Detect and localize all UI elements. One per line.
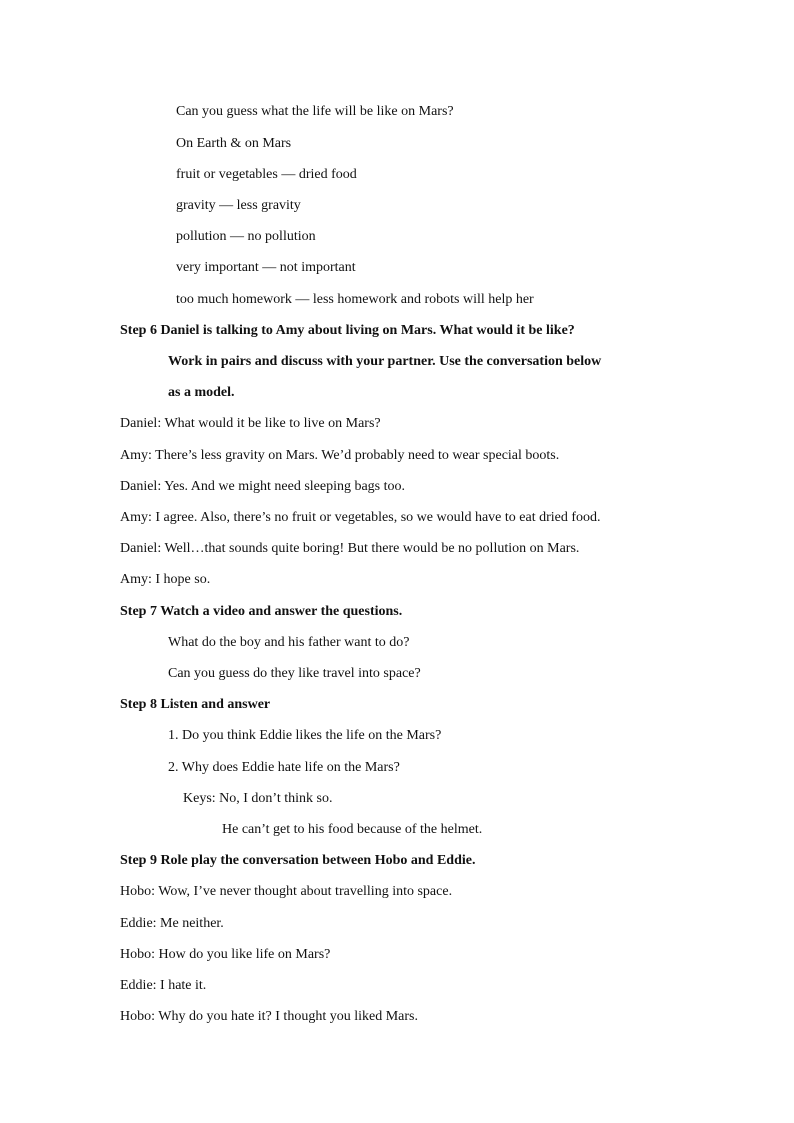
step8-question: 2. Why does Eddie hate life on the Mars? — [168, 760, 400, 775]
step7-heading: Step 7 Watch a video and answer the questions. — [120, 604, 403, 619]
step8-keys-cont: He can’t get to his food because of the helmet. — [222, 822, 483, 837]
dialogue-line: Amy: There’s less gravity on Mars. We’d probably need to wear special boots. — [120, 448, 560, 463]
dialogue-line: Amy: I agree. Also, there’s no fruit or vegetables, so we would have to eat dried food. — [120, 510, 601, 525]
step8-heading: Step 8 Listen and answer — [120, 697, 271, 712]
dialogue-line: Eddie: I hate it. — [120, 978, 207, 993]
comparison-item: fruit or vegetables — dried food — [176, 167, 357, 182]
intro-question: Can you guess what the life will be like on Mars? — [176, 104, 454, 119]
step9-heading: Step 9 Role play the conversation between Hobo and Eddie. — [120, 853, 476, 868]
compare-title: On Earth & on Mars — [176, 136, 292, 151]
step7-question: What do the boy and his father want to do? — [168, 635, 410, 650]
comparison-item: too much homework — less homework and robots will help her — [176, 292, 534, 307]
step6-heading-cont: as a model. — [168, 385, 235, 400]
step6-heading: Step 6 Daniel is talking to Amy about living on Mars. What would it be like? — [120, 323, 575, 338]
dialogue-line: Daniel: What would it be like to live on Mars? — [120, 416, 381, 431]
step6-heading-cont: Work in pairs and discuss with your partner. Use the conversation below — [168, 354, 602, 369]
dialogue-line: Hobo: How do you like life on Mars? — [120, 947, 331, 962]
comparison-item: gravity — less gravity — [176, 198, 301, 213]
dialogue-line: Eddie: Me neither. — [120, 916, 224, 931]
dialogue-line: Hobo: Why do you hate it? I thought you liked Mars. — [120, 1009, 418, 1024]
comparison-item: pollution — no pollution — [176, 229, 316, 244]
step8-question: 1. Do you think Eddie likes the life on the Mars? — [168, 728, 442, 743]
dialogue-line: Amy: I hope so. — [120, 572, 211, 587]
dialogue-line: Daniel: Well…that sounds quite boring! But there would be no pollution on Mars. — [120, 541, 580, 556]
dialogue-line: Hobo: Wow, I’ve never thought about travelling into space. — [120, 884, 453, 899]
step7-question: Can you guess do they like travel into space? — [168, 666, 421, 681]
dialogue-line: Daniel: Yes. And we might need sleeping bags too. — [120, 479, 406, 494]
step8-keys: Keys: No, I don’t think so. — [183, 791, 333, 806]
comparison-item: very important — not important — [176, 260, 356, 275]
